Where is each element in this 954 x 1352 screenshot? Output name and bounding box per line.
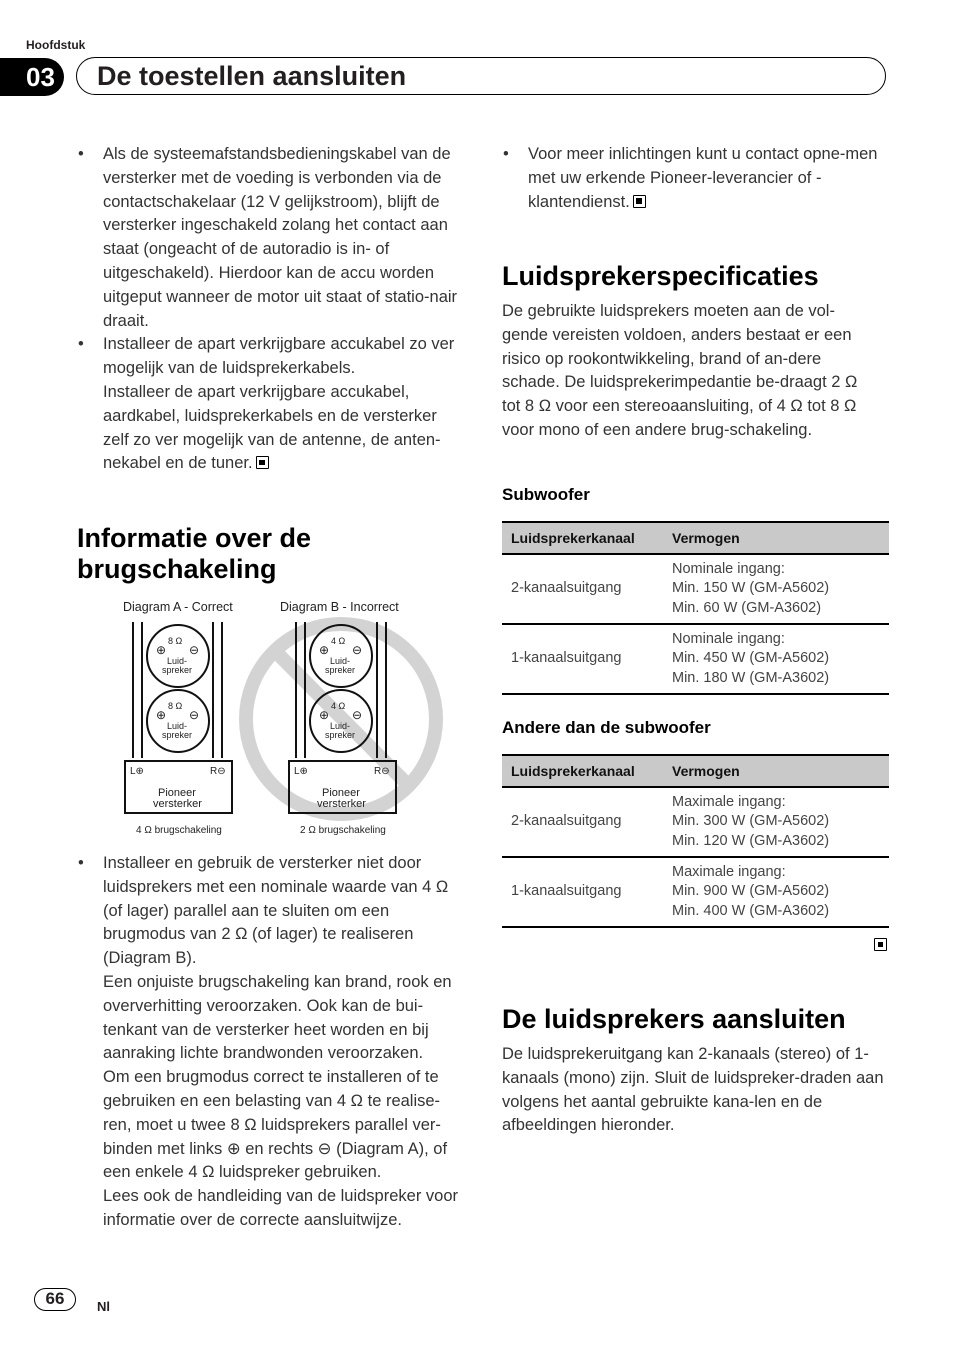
- left-terminal: L⊕: [130, 766, 144, 777]
- bullet-text: Installeer en gebruik de versterker niet door luidsprekers met een nominale waarde van 4 Ω (of lager) parallel aan te sluiten om een brugmodus van 2 Ω (of lager) te realiseren (Diagram B).: [103, 854, 449, 968]
- heading-specs: Luidsprekerspecificaties: [502, 261, 819, 291]
- diagram-a: [125, 622, 232, 813]
- minus-icon: ⊖: [189, 708, 200, 722]
- specs-text: De gebruikte luidsprekers moeten aan de vol-gende vereisten voldoen, anders bestaat er een risico op rookontwikkeling, brand of an-dere schade. De luidsprekerimpedantie be-draagt 2 Ω tot 8 Ω voor een stereoaansluiting, of 4 Ω tot 8 Ω voor mono of een andere brug-schakeling.: [502, 302, 858, 439]
- section-label: Hoofdstuk: [26, 38, 86, 52]
- speaker-b1-ohm: 4 Ω: [331, 636, 346, 646]
- speaker-label: Luid-: [167, 721, 188, 731]
- diagram-b-caption: 2 Ω brugschakeling: [300, 825, 386, 836]
- speaker-a1-ohm: 8 Ω: [168, 636, 183, 646]
- table-row: [502, 554, 889, 624]
- speaker-a2-ohm: 8 Ω: [168, 701, 183, 711]
- speaker-label: spreker: [162, 730, 193, 740]
- bullet-item: • Installeer de apart verkrijgbare accukabel zo ver mogelijk van de luidsprekerkabels. Installeer de apart verkrijgbare accukabel, aardkabel, luidsprekerkabels en de versterker zelf zo ver mogelijk van de antenne, de anten-nekabel en de tuner.: [103, 333, 465, 476]
- left-column: [78, 143, 465, 476]
- diagram-b-title: Diagram B - Incorrect: [280, 600, 399, 614]
- page-number: 66: [34, 1288, 76, 1311]
- column-header: Vermogen: [663, 522, 889, 554]
- table-row: [502, 857, 889, 927]
- left-terminal: L⊕: [294, 766, 308, 777]
- plus-icon: ⊕: [319, 643, 330, 657]
- end-mark-icon: [256, 456, 269, 469]
- chapter-number: 03: [0, 58, 64, 96]
- plus-icon: ⊕: [319, 708, 330, 722]
- bullet-text: Installeer de apart verkrijgbare accukabel zo ver mogelijk van de luidsprekerkabels.: [103, 335, 455, 378]
- subwoofer-heading: Subwoofer: [502, 485, 590, 504]
- minus-icon: ⊖: [352, 643, 363, 657]
- amp-label: versterker: [153, 798, 202, 810]
- language-code: Nl: [97, 1299, 110, 1314]
- bullet-text: Een onjuiste brugschakeling kan brand, rook en oververhitting veroorzaken. Ook kan de bui-tenkant van de versterker heet worden en bij aanraking lichte brandwonden veroorzaken.: [103, 972, 452, 1063]
- table-cell: Maximale ingang: Min. 900 W (GM-A5602) Min. 400 W (GM-A3602): [663, 857, 889, 927]
- other-table: [502, 754, 889, 928]
- table-cell: 1-kanaalsuitgang: [502, 624, 663, 694]
- contact-bullet: • Voor meer inlichtingen kunt u contact opne-men met uw erkende Pioneer-leverancier of -klantendienst.: [503, 145, 878, 211]
- subwoofer-table: [502, 521, 889, 695]
- table-cell: Maximale ingang: Min. 300 W (GM-A5602) Min. 120 W (GM-A3602): [663, 787, 889, 857]
- minus-icon: ⊖: [189, 643, 200, 657]
- amp-label: versterker: [317, 798, 366, 810]
- bullet-text: Installeer de apart verkrijgbare accukabel, aardkabel, luidsprekerkabels en de versterker zelf zo ver mogelijk van de antenne, de anten-nekabel en de tuner.: [103, 382, 441, 473]
- speaker-label: Luid-: [330, 721, 351, 731]
- speaker-label: spreker: [162, 665, 193, 675]
- connect-text: De luidsprekeruitgang kan 2-kanaals (stereo) of 1-kanaals (mono) zijn. Sluit de luidspreker-draden aan volgens het aantal gebruikte kana-len en de afbeeldingen hieronder.: [502, 1045, 884, 1135]
- amp-label: Pioneer: [322, 787, 360, 799]
- column-header: Vermogen: [663, 755, 889, 787]
- diagram-a-title: Diagram A - Correct: [123, 600, 233, 614]
- other-heading: Andere dan de subwoofer: [502, 718, 711, 737]
- minus-icon: ⊖: [352, 708, 363, 722]
- bullet-text: Voor meer inlichtingen kunt u contact opne-men met uw erkende Pioneer-leverancier of -klantendienst.: [528, 145, 878, 211]
- table-row: [502, 624, 889, 694]
- bullet-item: • Installeer en gebruik de versterker niet door luidsprekers met een nominale waarde van 4 Ω (of lager) parallel aan te sluiten om een brugmodus van 2 Ω (of lager) te realiseren (Diagram B). Een onjuiste brugschakeling kan brand, rook en oververhitting veroorzaken. Ook kan de bui-tenkant van de versterker heet worden en bij aanraking lichte brandwonden veroorzaken. Om een brugmodus correct te installeren of te gebruiken en een belasting van 4 Ω te realise-ren, moet u twee 8 Ω luidsprekers parallel ver-binden met links ⊕ en rechts ⊖ (Diagram A), of een enkele 4 Ω luidspreker gebruiken. Lees ook de handleiding van de luidspreker voor informatie over de correcte aansluitwijze.: [103, 852, 467, 1233]
- heading-connect: De luidsprekers aansluiten: [502, 1004, 846, 1034]
- column-header: Luidsprekerkanaal: [502, 522, 663, 554]
- end-mark-icon: [874, 938, 887, 951]
- bridge-diagram: [118, 596, 448, 841]
- table-cell: Nominale ingang: Min. 450 W (GM-A5602) Min. 180 W (GM-A3602): [663, 624, 889, 694]
- bullet-item: • Als de systeemafstandsbedieningskabel van de versterker met de voeding is verbonden via de contactschakelaar (12 V gelijkstroom), blijft de versterker ingeschakeld zolang het contact aan staat (ongeacht of de autoradio is in- of uitgeschakeld). Hierdoor kan de accu worden uitgeput wanneer de motor uit staat of statio-nair draait.: [78, 145, 458, 330]
- table-row: [502, 787, 889, 857]
- column-header: Luidsprekerkanaal: [502, 755, 663, 787]
- speaker-label: spreker: [325, 730, 356, 740]
- speaker-label: spreker: [325, 665, 356, 675]
- plus-icon: ⊕: [156, 708, 167, 722]
- chapter-title: De toestellen aansluiten: [97, 61, 407, 91]
- speaker-label: Luid-: [330, 656, 351, 666]
- bullet-text: Om een brugmodus correct te installeren of te gebruiken en een belasting van 4 Ω te realise-ren, moet u twee 8 Ω luidsprekers parallel ver-binden met links ⊕ en rechts ⊖ (Diagram A), of een enkele 4 Ω luidspreker gebruiken.: [103, 1068, 448, 1182]
- end-mark-icon: [633, 195, 646, 208]
- table-cell: 1-kanaalsuitgang: [502, 857, 663, 927]
- table-cell: 2-kanaalsuitgang: [502, 787, 663, 857]
- speaker-label: Luid-: [167, 656, 188, 666]
- bullet-text: Lees ook de handleiding van de luidspreker voor informatie over de correcte aansluitwijze.: [103, 1187, 458, 1229]
- bullet-text: Als de systeemafstandsbedieningskabel van de versterker met de voeding is verbonden via de contactschakelaar (12 V gelijkstroom), blijft de versterker ingeschakeld zolang het contact aan staat (ongeacht of de autoradio is in- of uitgeschakeld). Hierdoor kan de accu worden uitgeput wanneer de motor uit staat of statio-nair draait.: [103, 145, 458, 330]
- speaker-b2-ohm: 4 Ω: [331, 701, 346, 711]
- table-cell: Nominale ingang: Min. 150 W (GM-A5602) Min. 60 W (GM-A3602): [663, 554, 889, 624]
- bridge-warning: [78, 852, 467, 1233]
- right-terminal: R⊖: [374, 766, 390, 777]
- amp-label: Pioneer: [158, 787, 196, 799]
- heading-bridge: Informatie over de brugschakeling: [77, 523, 312, 584]
- right-terminal: R⊖: [210, 766, 226, 777]
- table-cell: 2-kanaalsuitgang: [502, 554, 663, 624]
- diagram-a-caption: 4 Ω brugschakeling: [136, 825, 222, 836]
- plus-icon: ⊕: [156, 643, 167, 657]
